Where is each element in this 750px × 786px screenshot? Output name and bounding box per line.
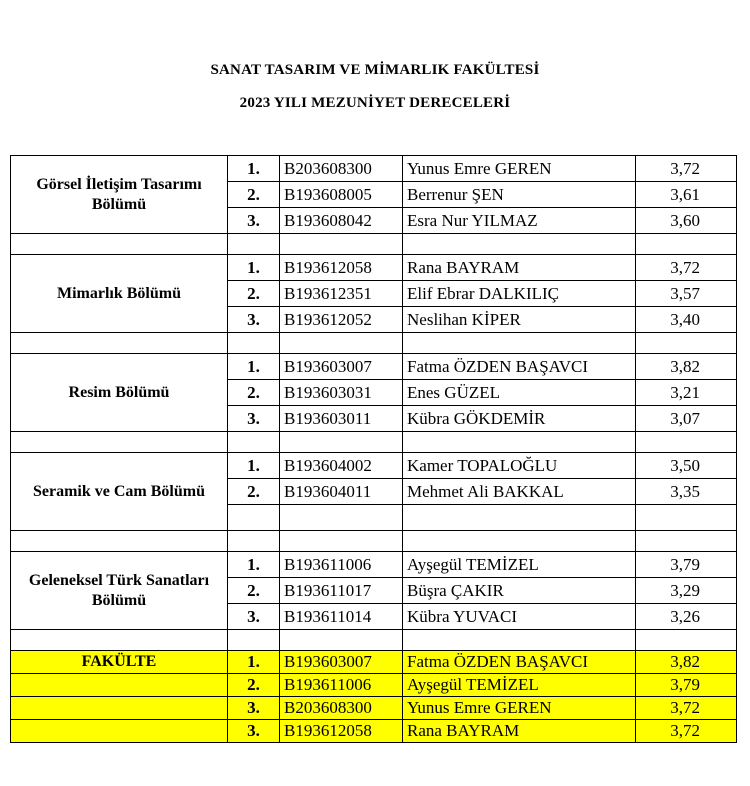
table-row	[11, 552, 737, 578]
rank-cell: 3.	[228, 604, 280, 630]
empty-cell	[403, 432, 636, 453]
rank-cell: 3.	[228, 697, 280, 720]
rank-cell: 2.	[228, 578, 280, 604]
gpa-cell: 3,50	[636, 453, 737, 479]
student-number-cell: B193612058	[280, 720, 403, 743]
student-number-cell: B193604011	[280, 479, 403, 505]
faculty-ranking-row	[11, 697, 737, 720]
student-number-cell: B193603007	[280, 354, 403, 380]
student-name-cell	[403, 505, 636, 531]
empty-cell	[403, 234, 636, 255]
student-name-cell: Fatma ÖZDEN BAŞAVCI	[403, 651, 636, 674]
empty-cell	[403, 630, 636, 651]
student-name-cell: Büşra ÇAKIR	[403, 578, 636, 604]
rank-cell: 1.	[228, 255, 280, 281]
spacer-row	[11, 531, 737, 552]
student-name-cell: Fatma ÖZDEN BAŞAVCI	[403, 354, 636, 380]
student-name-cell: Kübra YUVACI	[403, 604, 636, 630]
gpa-cell: 3,21	[636, 380, 737, 406]
gpa-cell: 3,72	[636, 720, 737, 743]
rank-cell: 1.	[228, 156, 280, 182]
gpa-cell: 3,61	[636, 182, 737, 208]
gpa-cell: 3,35	[636, 479, 737, 505]
empty-cell	[280, 630, 403, 651]
gpa-cell: 3,07	[636, 406, 737, 432]
student-name-cell: Kübra GÖKDEMİR	[403, 406, 636, 432]
empty-cell	[228, 333, 280, 354]
table-row	[11, 453, 737, 479]
faculty-ranking-row	[11, 720, 737, 743]
student-number-cell: B193611017	[280, 578, 403, 604]
student-number-cell: B193608005	[280, 182, 403, 208]
student-number-cell: B193612351	[280, 281, 403, 307]
gpa-cell: 3,40	[636, 307, 737, 333]
empty-cell	[11, 333, 228, 354]
rank-cell: 3.	[228, 720, 280, 743]
page-title: SANAT TASARIM VE MİMARLIK FAKÜLTESİ	[210, 62, 540, 78]
empty-cell	[636, 234, 737, 255]
table-row	[11, 255, 737, 281]
student-number-cell: B193611006	[280, 674, 403, 697]
student-name-cell: Ayşegül TEMİZEL	[403, 674, 636, 697]
faculty-ranking-row	[11, 651, 737, 674]
rank-cell: 2.	[228, 674, 280, 697]
faculty-label: FAKÜLTE	[11, 651, 228, 674]
department-name: Resim Bölümü	[11, 354, 228, 432]
department-name: Geleneksel Türk Sanatları Bölümü	[11, 552, 228, 630]
empty-cell	[280, 531, 403, 552]
table-row	[11, 156, 737, 182]
student-number-cell: B193608042	[280, 208, 403, 234]
gpa-cell: 3,72	[636, 697, 737, 720]
empty-cell	[280, 333, 403, 354]
student-number-cell	[280, 505, 403, 531]
gpa-cell: 3,29	[636, 578, 737, 604]
empty-cell	[228, 432, 280, 453]
empty-cell	[403, 531, 636, 552]
gpa-cell: 3,26	[636, 604, 737, 630]
empty-cell	[11, 697, 228, 720]
student-name-cell: Rana BAYRAM	[403, 255, 636, 281]
student-number-cell: B193612058	[280, 255, 403, 281]
department-name: Mimarlık Bölümü	[11, 255, 228, 333]
gpa-cell: 3,82	[636, 651, 737, 674]
empty-cell	[228, 531, 280, 552]
student-name-cell: Elif Ebrar DALKILIÇ	[403, 281, 636, 307]
faculty-ranking-row	[11, 674, 737, 697]
rank-cell: 2.	[228, 380, 280, 406]
empty-cell	[636, 432, 737, 453]
student-name-cell: Neslihan KİPER	[403, 307, 636, 333]
empty-cell	[11, 630, 228, 651]
gpa-cell: 3,57	[636, 281, 737, 307]
gpa-cell	[636, 505, 737, 531]
student-name-cell: Esra Nur YILMAZ	[403, 208, 636, 234]
spacer-row	[11, 432, 737, 453]
student-number-cell: B203608300	[280, 156, 403, 182]
student-number-cell: B193604002	[280, 453, 403, 479]
rank-cell: 1.	[228, 651, 280, 674]
rank-cell: 1.	[228, 354, 280, 380]
student-name-cell: Rana BAYRAM	[403, 720, 636, 743]
empty-cell	[11, 720, 228, 743]
spacer-row	[11, 333, 737, 354]
rank-cell: 1.	[228, 552, 280, 578]
empty-cell	[11, 234, 228, 255]
rank-cell: 3.	[228, 208, 280, 234]
empty-cell	[228, 234, 280, 255]
student-number-cell: B193603011	[280, 406, 403, 432]
rank-cell: 2.	[228, 281, 280, 307]
student-number-cell: B193612052	[280, 307, 403, 333]
rank-cell: 3.	[228, 307, 280, 333]
student-name-cell: Mehmet Ali BAKKAL	[403, 479, 636, 505]
rank-cell: 2.	[228, 479, 280, 505]
empty-cell	[11, 531, 228, 552]
empty-cell	[11, 432, 228, 453]
rank-cell: 1.	[228, 453, 280, 479]
table-row	[11, 354, 737, 380]
empty-cell	[636, 531, 737, 552]
gpa-cell: 3,72	[636, 156, 737, 182]
gpa-cell: 3,82	[636, 354, 737, 380]
student-name-cell: Ayşegül TEMİZEL	[403, 552, 636, 578]
student-name-cell: Yunus Emre GEREN	[403, 697, 636, 720]
student-number-cell: B193603007	[280, 651, 403, 674]
student-name-cell: Kamer TOPALOĞLU	[403, 453, 636, 479]
empty-cell	[11, 674, 228, 697]
gpa-cell: 3,79	[636, 674, 737, 697]
department-name: Görsel İletişim Tasarımı Bölümü	[11, 156, 228, 234]
student-name-cell: Yunus Emre GEREN	[403, 156, 636, 182]
department-name: Seramik ve Cam Bölümü	[11, 453, 228, 531]
graduation-rankings-table	[10, 155, 737, 743]
empty-cell	[403, 333, 636, 354]
rank-cell: 3.	[228, 406, 280, 432]
empty-cell	[280, 432, 403, 453]
student-name-cell: Berrenur ŞEN	[403, 182, 636, 208]
spacer-row	[11, 234, 737, 255]
gpa-cell: 3,72	[636, 255, 737, 281]
empty-cell	[636, 630, 737, 651]
empty-cell	[228, 630, 280, 651]
gpa-cell: 3,60	[636, 208, 737, 234]
gpa-cell: 3,79	[636, 552, 737, 578]
student-number-cell: B203608300	[280, 697, 403, 720]
student-name-cell: Enes GÜZEL	[403, 380, 636, 406]
student-number-cell: B193611006	[280, 552, 403, 578]
rank-cell	[228, 505, 280, 531]
rank-cell: 2.	[228, 182, 280, 208]
spacer-row	[11, 630, 737, 651]
page-subtitle: 2023 YILI MEZUNİYET DERECELERİ	[239, 95, 511, 111]
student-number-cell: B193603031	[280, 380, 403, 406]
empty-cell	[636, 333, 737, 354]
empty-cell	[280, 234, 403, 255]
student-number-cell: B193611014	[280, 604, 403, 630]
